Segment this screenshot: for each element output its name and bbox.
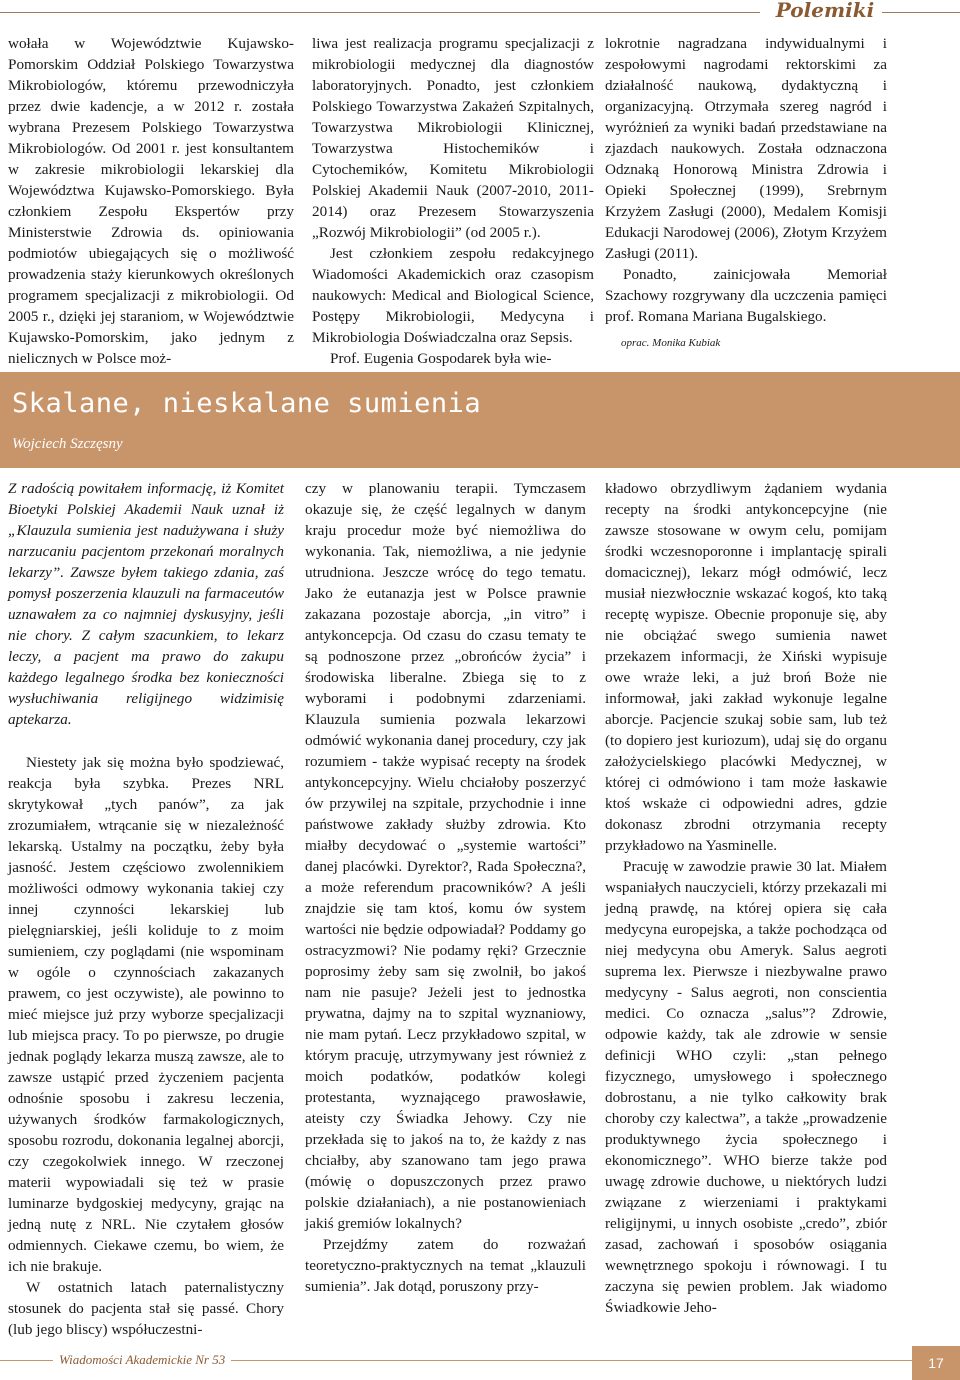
paragraph: kładowo obrzydliwym żądaniem wydania recepty na środki antykoncepcyjne (nie zawsze stosowane w owym celu, pomijam środki wczesnoporonne i implantację spirali domacicznej), lekarz mógł odmówić, lecz musiał niezwłocznie wskazać kogoś, kto taką receptę wypisze. Obecnie proponuje się, aby nie obciążać swego sumienia nawet przekazem informacji, że Xiński wypisuje owe wraże leki, a już broń Boże nie informował, jaki zakład wykonuje legalne aborcje. Pacjencie szukaj sobie sam, lub też (to dopiero jest kuriozum), udaj się do organu założycielskiego placówki Medycznej, w której ci odmówiono i tam może łaskawie ktoś wskaże ci odpowiedni adres, gdzie dokonasz zbrodni otrzymania recepty przykładowo na Yasminelle. [605, 480, 887, 854]
article-author: Wojciech Szczęsny [12, 436, 123, 452]
article-title: Skalane, nieskalane sumienia [12, 388, 482, 419]
paragraph: Ponadto, zainicjowała Memoriał Szachowy rozgrywany dla uczczenia pamięci prof. Romana Mariana Bugalskiego. [605, 266, 887, 325]
paragraph: Jest członkiem zespołu redakcyjnego Wiadomości Akademickich oraz czasopism naukowych: Medical and Biological Science, Postępy Mikrobiologii, Medycyna i Mikrobiologia Doświadczalna oraz Sepsis. [312, 245, 594, 346]
paragraph: wołała w Województwie Kujawsko-Pomorskim Oddział Polskiego Towarzystwa Mikrobiologów, któremu przewodniczyła przez dwie kadencje, a w 2012 r. została wybrana Prezesem Polskiego Towarzystwa Mikrobiologów. Od 2001 r. jest konsultantem w zakresie mikrobiologii lekarskiej dla Województwa Kujawsko-Pomorskiego. Była członkiem Zespołu Ekspertów przy Ministerstwie Zdrowia ds. opiniowania podmiotów ubiegających się o możliwość prowadzenia staży kierunkowych określonych programem specjalizacji z mikrobiologii. Od 2005 r., dzięki jej staraniom, w Województwie Kujawsko-Pomorskim, jako jednym z nielicznych w Polsce moż- [8, 35, 294, 367]
header-rule-right [882, 12, 960, 13]
paragraph: Prof. Eugenia Gospodarek była wie- [330, 350, 552, 367]
top-column-2 [312, 33, 594, 369]
section-label: Polemiki [775, 0, 875, 22]
paragraph: czy w planowaniu terapii. Tymczasem okazuje się, że część legalnych w danym kraju procedur może być niemożliwa do wykonania. Tak, niemożliwa, a nie jedynie utrudniona. Jeszcze wrócę do tego tematu. Jako że eutanazja jest w Polsce prawnie zakazana pozostaje aborcja, „in vitro” i antykoncepcja. Od czasu do czasu tematy te są podnoszone przez „obrońców życia” i środowiska liberalne. Zbiega się to z wyborami i podobnymi zdarzeniami. Klauzula sumienia pozwala lekarzowi odmówić wykonania danej procedury, czy jak rozumiem - także wypisać recepty na środek antykoncepcyjny. Wielu chciałoby poszerzyć ów przywilej na szpitale, przychodnie i inne państwowe zakłady służby zdrowia. Kto miałby decydować o „systemie wartości” danej placówki. Dyrektor?, Rada Społeczna?, a może referendum pracowników? A jeśli znajdzie się tam ktoś, komu ów system wartości nie będzie odpowiadał? Poddamy go ostracyzmowi? Nie podamy ręki? Grzecznie poprosimy żeby sam się zwolnił, bo jakoś nam nie pasuje? Jeżeli jest to jednostka prywatna, dajmy na to szpital wyznaniowy, nie mam pytań. Lecz przykładowo szpital, w którym pracuję, utrzymywany jest również z moich podatków, podatków kolegi protestanta, wyznającego prawosławie, ateisty czy Świadka Jehowy. Czy nie przekłada się to jakoś na to, że każdy z nas chciałby, aby szanowano tam jego prawa (mówię o dopuszczonych przez prawo polskie działaniach), a nie postanowieniach jakiś gremiów lokalnych? [305, 480, 586, 1232]
top-column-3 [605, 33, 887, 354]
paragraph: lokrotnie nagradzana indywidualnymi i zespołowymi nagrodami rektorskimi za działalność naukową, dydaktyczną i organizacyjną. Otrzymała szereg nagród i wyróżnień za wyniki badań przedstawiane na zjazdach naukowych. Została odznaczona Odznaką Honorową Ministra Zdrowia i Opieki Społecznej (1999), Srebrnym Krzyżem Zasługi (2000), Medalem Komisji Edukacji Narodowej (2006), Złotym Krzyżem Zasługi (2011). [605, 35, 887, 262]
author-credit: oprac. Monika Kubiak [621, 337, 721, 349]
article-title-band [0, 372, 960, 468]
top-column-1 [8, 33, 294, 369]
article-column-3 [605, 478, 887, 1318]
article-column-1 [8, 478, 284, 1340]
paragraph: Niestety jak się można było spodziewać, reakcja była szybka. Prezes NRL skrytykował „tych panów”, za jak zrozumiałem, wtrącanie się w niezależność lekarską. Ustalmy na początku, żeby była jasność. Jestem częściowo zwolennikiem możliwości odmowy wykonania takiej czy innej czynności lekarskiej lub pielęgniarskiej, jeśli koliduje to z moim sumieniem, czy poglądami (nie wspominam w ogóle o czynnościach zakazanych prawem, co jest oczywiste), ale powinno to mieć miejsce już przy wyborze specjalizacji lub miejsca pracy. To po pierwsze, po drugie jednak poglądy lekarza muszą zawsze, ale to zawsze ustąpić przed życzeniem pacjenta odnośnie sposobu i zakresu leczenia, używanych środków farmakologicznych, sposobu rozrodu, dokonania legalnej aborcji, czy czegokolwiek innego. W rzeczonej materii wypowiadali się też w prasie luminarze bydgoskiej medycyny, grając na jedną nutę z NRL. Nie czytałem głosów odmiennych. Ciekawe czemu, bo wiem, że ich nie brakuje. [8, 754, 284, 1275]
paragraph: liwa jest realizacja programu specjalizacji z mikrobiologii medycznej dla diagnostów laboratoryjnych. Ponadto, jest członkiem Polskiego Towarzystwa Zakażeń Szpitalnych, Towarzystwa Mikrobiologii Klinicznej, Towarzystwa Histochemików i Cytochemików, Komitetu Mikrobiologii Polskiej Akademii Nauk (2007-2010, 2011-2014) oraz Prezesem Stowarzyszenia „Rozwój Mikrobiologii” (od 2005 r.). [312, 35, 594, 241]
article-column-2 [305, 478, 586, 1297]
header-rule [0, 12, 760, 13]
page-number: 17 [912, 1346, 960, 1380]
paragraph: W ostatnich latach paternalistyczny stosunek do pacjenta stał się passé. Chory (lub jego bliscy) współuczestni- [8, 1279, 284, 1338]
paragraph: Przejdźmy zatem do rozważań teoretyczno-praktycznych na temat „klauzuli sumienia”. Jak dotąd, poruszony przy- [305, 1236, 586, 1295]
paragraph: Pracuję w zawodzie prawie 30 lat. Miałem wspaniałych nauczycieli, którzy przekazali mi jedną prawdę, na której opiera się cała medycyna europejska, a także pochodząca od niej medycyna obu Ameryk. Salus aegroti suprema lex. Pierwsze i niezbywalne prawo medycyny - Salus aegroti, non conscientia medici. Co oznacza „salus”? Zdrowie, odpowie każdy, tak ale zdrowie w sensie definicji WHO czyli: „stan pełnego fizycznego, umysłowego i społecznego dobrostanu, a nie tylko całkowity brak choroby czy kalectwa”, a także „prowadzenie produktywnego życia społecznego i ekonomicznego”. WHO bierze także pod uwagę zdrowie duchowe, u niektórych ludzi związane z wierzeniami i praktykami religijnymi, u innych osobiste „credo”, zbiór zasad, zachowań i sposobów osiągania wewnętrznego spokoju i równowagi. I tu zaczyna się pewien problem. Jak wiadomo Świadkowie Jeho- [605, 858, 887, 1316]
article-lead: Z radością powitałem informację, iż Komitet Bioetyki Polskiej Akademii Nauk uznał iż „Klauzula sumienia jest nadużywana i służy narzucaniu pacjentom przekonań moralnych lekarzy”. Zawsze byłem takiego zdania, zaś pomysł poszerzenia klauzuli na farmaceutów uznawałem za co najmniej dyskusyjny, jeśli nie chory. Z całym szacunkiem, to lekarz leczy, a pacjent ma prawo do zakupu każdego legalnego środka bez konieczności wysłuchiwania religijnego widzimisię aptekarza. [8, 480, 284, 728]
journal-title: Wiadomości Akademickie Nr 53 [53, 1352, 231, 1368]
